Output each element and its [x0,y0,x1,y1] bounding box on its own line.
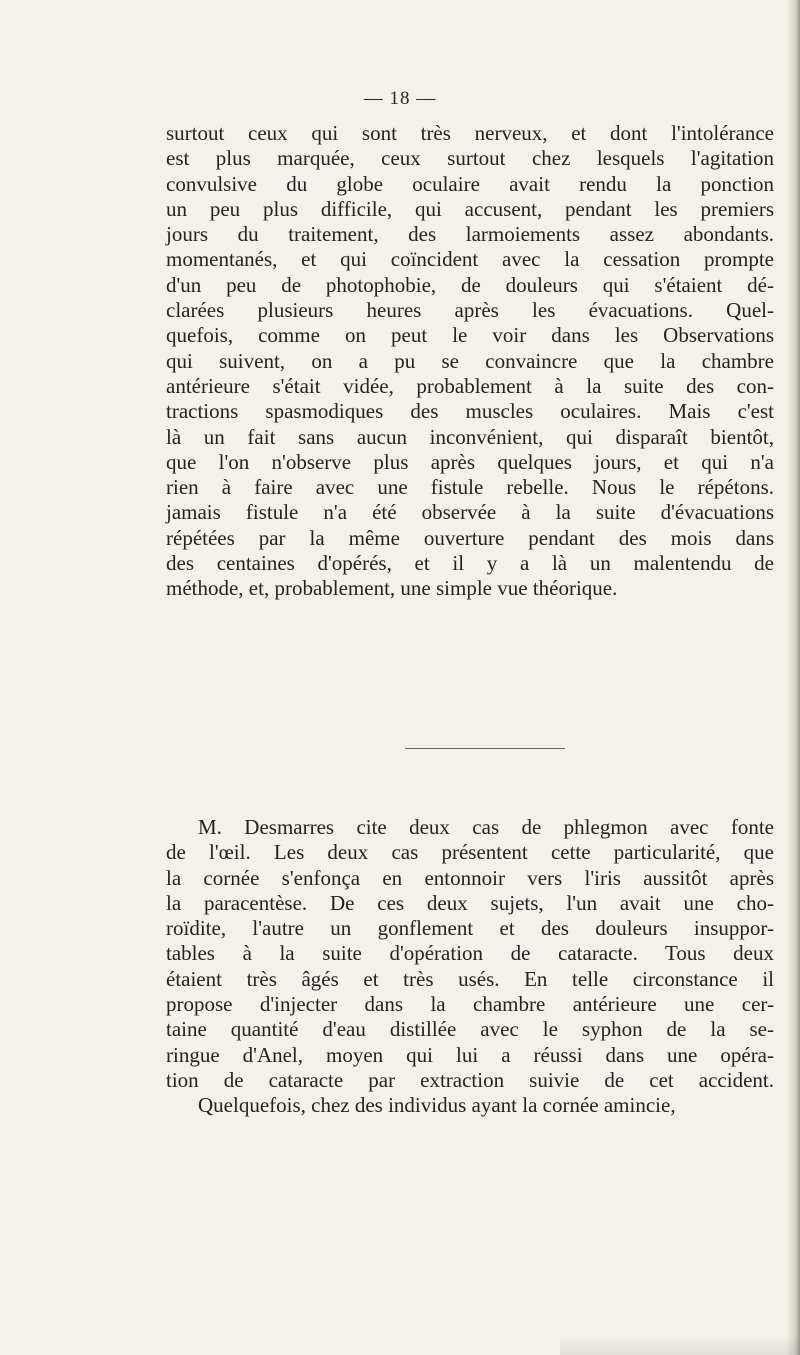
text-line: d'un peu de photophobie, de douleurs qui s'étaient dé- [166,272,774,297]
text-line: propose d'injecter dans la chambre antérieure une cer- [166,992,774,1017]
text-line: jamais fistule n'a été observée à la suite d'évacuations [166,500,774,525]
text-line: là un fait sans aucun inconvénient, qui disparaît bientôt, [166,424,774,449]
text-line: jours du traitement, des larmoiements assez abondants. [166,222,774,247]
text-line: M. Desmarres cite deux cas de phlegmon avec fonte [198,815,774,839]
paragraph-1 [166,121,774,602]
text-line: la cornée s'enfonça en entonnoir vers l'iris aussitôt après [166,865,774,890]
text-line: la paracentèse. De ces deux sujets, l'un avait une cho- [166,890,774,915]
text-line: tractions spasmodiques des muscles oculaires. Mais c'est [166,399,774,424]
text-line: clarées plusieurs heures après les évacuations. Quel- [166,298,774,323]
text-line: que l'on n'observe plus après quelques jours, et qui n'a [166,449,774,474]
section-divider [405,748,565,749]
text-line: des centaines d'opérés, et il y a là un malentendu de [166,551,774,576]
text-line: quefois, comme on peut le voir dans les Observations [166,323,774,348]
text-line: rien à faire avec une fistule rebelle. Nous le répétons. [166,475,774,500]
text-line: taine quantité d'eau distillée avec le syphon de la se- [166,1017,774,1042]
text-line: surtout ceux qui sont très nerveux, et dont l'intolérance [166,121,774,145]
text-line: qui suivent, on a pu se convaincre que la chambre [166,348,774,373]
text-line: est plus marquée, ceux surtout chez lesquels l'agitation [166,146,774,171]
page-edge-shadow [788,0,800,1355]
text-line: répétées par la même ouverture pendant des mois dans [166,525,774,550]
text-line: tables à la suite d'opération de cataracte. Tous deux [166,941,774,966]
paragraph-2 [166,815,774,1119]
page-bottom-shadow [560,1335,800,1355]
text-line: convulsive du globe oculaire avait rendu la ponction [166,171,774,196]
text-line: roïdite, l'autre un gonflement et des douleurs insuppor- [166,916,774,941]
text-line: méthode, et, probablement, une simple vue théorique. [166,576,618,601]
text-line: ringue d'Anel, moyen qui lui a réussi dans une opéra- [166,1042,774,1067]
text-line: étaient très âgés et très usés. En telle circonstance il [166,966,774,991]
text-line: Quelquefois, chez des individus ayant la cornée amincie, [198,1093,676,1118]
page-number: — 18 — [363,88,437,109]
text-line: tion de cataracte par extraction suivie de cet accident. [166,1067,774,1092]
text-line: un peu plus difficile, qui accusent, pendant les premiers [166,196,774,221]
text-line: antérieure s'était vidée, probablement à la suite des con- [166,373,774,398]
text-line: de l'œil. Les deux cas présentent cette particularité, que [166,840,774,865]
text-line: momentanés, et qui coïncident avec la cessation prompte [166,247,774,272]
